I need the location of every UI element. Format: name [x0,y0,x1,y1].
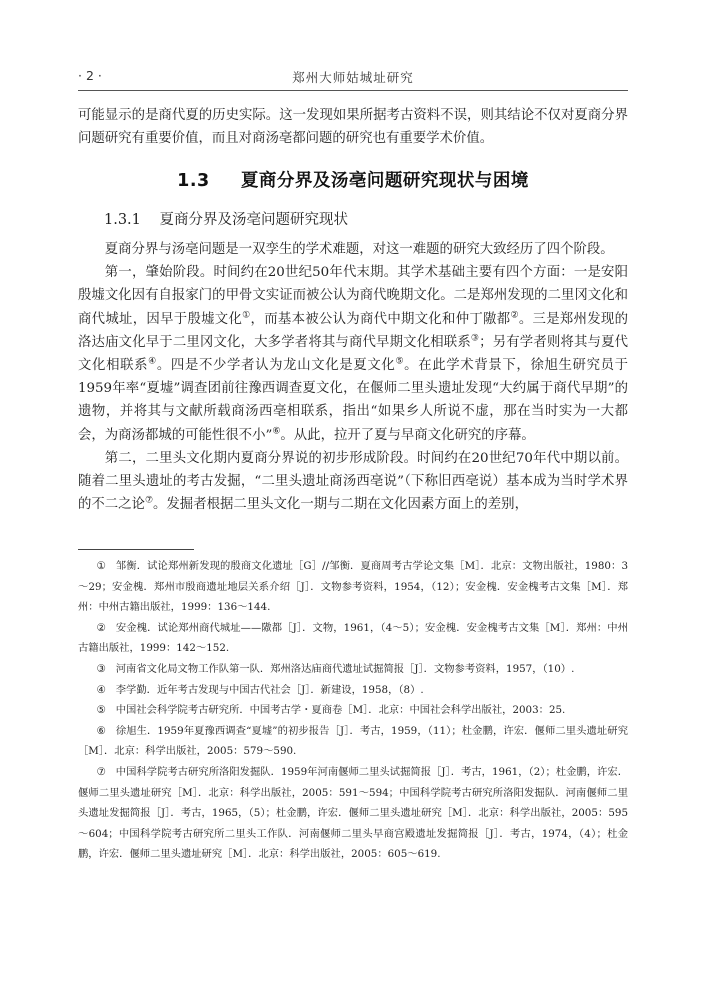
section-title: 夏商分界及汤亳问题研究现状与困境 [240,171,529,191]
body-text [78,238,628,516]
footnote-5: ⑤ 中国社会科学院考古研究所．中国考古学・夏商卷［M］．北京：中国社会科学出版社，2003：25. [96,704,566,717]
footnote-4: ④ 李学勤．近年考古发现与中国古代社会［J］．新建设，1958，（8）. [96,683,424,696]
running-header [78,66,628,86]
body-paragraph-2: 第一，肇始阶段。时间约在20世纪50年代末期。其学术基础主要有四个方面：一是安阳殷墟文化因有自报家门的甲骨文实证而被公认为商代晚期文化。二是郑州发现的二里冈文化和商代城址，因早于殷墟文化①，而基本被公认为商代中期文化和仲丁隞都②。三是郑州发现的洛达庙文化早于二里冈文化，大多学者将其与商代早期文化相联系③；另有学者则将其与夏代文化相联系④。四是不少学者认为龙山文化是夏文化⑤。在此学术背景下，徐旭生研究员于1959年率“夏墟”调查团前往豫西调查夏文化，在偃师二里头遗址发现“大约属于商代早期”的遗物，并将其与文献所载商汤西亳相联系，指出“如果乡人所说不虚，那在当时实为一大都会，为商汤都城的可能性很不小”⑥。从此，拉开了夏与早商文化研究的序幕。 [78,265,629,443]
subsection-heading [104,208,348,229]
footnote-ref[interactable]: ⑥ [272,426,281,437]
footnote-6: ⑥ 徐旭生．1959年夏豫西调查“夏墟”的初步报告［J］．考古，1959，（11）；杜金鹏，许宏．偃师二里头遗址研究［M］．北京：科学出版社，2005：579～590. [78,724,628,758]
footnote-2: ② 安金槐．试论郑州商代城址——隞都［J］．文物，1961，（4～5）；安金槐．安金槐考古文集［M］．郑州：中州古籍出版社，1999：142～152. [78,621,628,655]
footnote-ref[interactable]: ① [242,310,251,321]
intro-block [78,104,628,150]
footnote-ref[interactable]: ② [510,310,519,321]
intro-paragraph: 可能显示的是商代夏的历史实际。这一发现如果所据考古资料不误，则其结论不仅对夏商分界问题研究有重要价值，而且对商汤亳都问题的研究也有重要学术价值。 [78,108,628,147]
footnote-ref[interactable]: ④ [148,356,157,367]
footnote-1: ① 邹衡．试论郑州新发现的殷商文化遗址［G］//邹衡．夏商周考古学论文集［M］．北京：文物出版社，1980：3～29；安金槐．郑州市殷商遗址地层关系介绍［J］．文物参考资料，1954，（12）；安金槐．安金槐考古文集［M］．郑州：中州古籍出版社，1999：136～144. [78,560,629,614]
section-heading [78,167,628,192]
footnote-ref[interactable]: ⑦ [144,495,154,506]
header-rule [78,90,628,91]
subsection-number: 1.3.1 [104,212,141,228]
body-paragraph-3: 第二，二里头文化期内夏商分界说的初步形成阶段。时间约在20世纪70年代中期以前。随着二里头遗址的考古发掘，“二里头遗址商汤西亳说”（下称旧西亳说）基本成为当时学术界的不二之论⑦。发掘者根据二里头文化一期与二期在文化因素方面上的差别， [78,450,628,513]
footnote-ref[interactable]: ⑤ [395,356,405,367]
footnote-rule [78,549,194,550]
footnotes [78,556,628,865]
running-title: 郑州大师姑城址研究 [292,70,414,85]
body-paragraph-1: 夏商分界与汤亳问题是一双孪生的学术难题，对这一难题的研究大致经历了四个阶段。 [104,242,614,257]
footnote-3: ③ 河南省文化局文物工作队第一队．郑州洛达庙商代遗址试掘简报［J］．文物参考资料，1957，（10）. [96,662,575,675]
page-number: · 2 · [78,68,102,83]
section-number: 1.3 [177,171,210,191]
subsection-title: 夏商分界及汤亳问题研究现状 [159,212,349,228]
footnote-ref[interactable]: ③ [470,333,480,344]
footnote-7: ⑦ 中国科学院考古研究所洛阳发掘队．1959年河南偃师二里头试掘简报［J］．考古，1961，（2）；杜金鹏，许宏．偃师二里头遗址研究［M］．北京：科学出版社，2005：591～594；中国科学院考古研究所洛阳发掘队．河南偃师二里头遗址发掘简报［J］．考古，1965，（5）；杜金鹏，许宏．偃师二里头遗址研究［M］．北京：科学出版社，2005：595～604；中国科学院考古研究所二里头工作队．河南偃师二里头早商宫殿遗址发掘简报［J］．考古，1974，（4）；杜金鹏，许宏．偃师二里头遗址研究［M］．北京：科学出版社，2005：605～619. [78,765,629,861]
